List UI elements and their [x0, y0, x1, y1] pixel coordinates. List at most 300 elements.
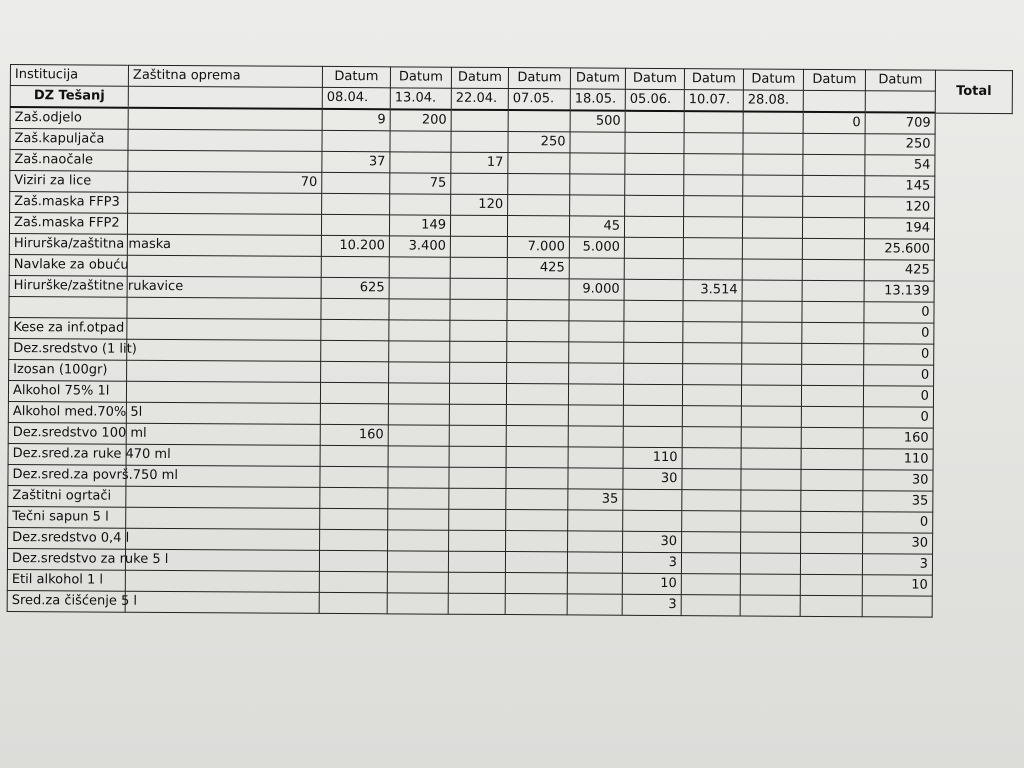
- value-cell: [505, 552, 567, 573]
- value-cell: 30: [623, 468, 682, 489]
- total-cell: [862, 596, 932, 617]
- value-cell: [742, 217, 802, 238]
- total-cell: 0: [863, 386, 933, 407]
- value-cell: [801, 385, 863, 406]
- value-cell: [567, 552, 622, 573]
- value-cell: [388, 530, 449, 551]
- value-cell: [320, 508, 388, 529]
- value-cell: [801, 490, 863, 511]
- value-cell: [322, 193, 390, 214]
- total-cell: 10: [862, 575, 932, 596]
- value-cell: [506, 426, 568, 447]
- value-cell: [624, 216, 683, 237]
- value-cell: [450, 362, 507, 383]
- datum-header: Datum: [803, 69, 865, 90]
- value-cell: [742, 259, 802, 280]
- value-cell: [683, 259, 742, 280]
- value-cell: 75: [390, 173, 451, 194]
- value-cell: [800, 574, 862, 595]
- value-cell: [320, 466, 388, 487]
- total-cell: 194: [864, 218, 934, 239]
- value-cell: [570, 132, 625, 153]
- value-cell: [570, 153, 625, 174]
- value-cell: [800, 553, 862, 574]
- value-cell: [390, 194, 451, 215]
- value-cell: [450, 278, 507, 299]
- value-cell: [743, 133, 803, 154]
- value-cell: [569, 342, 624, 363]
- value-cell: [388, 509, 449, 530]
- value-cell: [683, 238, 742, 259]
- item-name: Etil alkohol 1 l: [7, 569, 125, 591]
- value-cell: [568, 531, 623, 552]
- value-cell: [741, 469, 801, 490]
- datum-header: Datum: [625, 68, 684, 89]
- datum-header: Datum: [322, 66, 390, 87]
- value-cell: [389, 362, 450, 383]
- value-cell: [623, 426, 682, 447]
- item-name: Tečni sapun 5 l: [8, 506, 126, 528]
- item-name: [9, 296, 127, 318]
- date-cell: 22.04.: [451, 88, 508, 110]
- value-cell: [322, 172, 390, 193]
- date-cell: 07.05.: [508, 89, 570, 111]
- equipment-header-blank: [128, 86, 322, 109]
- total-cell: 25.600: [864, 239, 934, 260]
- value-cell: [682, 490, 741, 511]
- value-cell: [682, 448, 741, 469]
- total-cell: 110: [863, 449, 933, 470]
- value-cell: 425: [507, 258, 569, 279]
- value-cell: [682, 469, 741, 490]
- value-cell: [682, 427, 741, 448]
- total-cell: 0: [864, 365, 934, 386]
- item-name: Dez.sredstvo 100 ml: [8, 422, 126, 444]
- value-cell: [450, 236, 507, 257]
- value-cell: [389, 257, 450, 278]
- date-cell: 13.04.: [390, 88, 451, 110]
- value-cell: [623, 384, 682, 405]
- value-cell: [683, 217, 742, 238]
- value-cell: [569, 258, 624, 279]
- value-cell: [125, 570, 319, 592]
- value-cell: [741, 385, 801, 406]
- value-cell: [127, 255, 321, 277]
- value-cell: [741, 406, 801, 427]
- value-cell: [450, 215, 507, 236]
- item-name: Zaš.maska FFP2: [9, 213, 127, 235]
- datum-header: Datum: [743, 69, 803, 90]
- value-cell: [388, 446, 449, 467]
- value-cell: [683, 322, 742, 343]
- value-cell: [625, 174, 684, 195]
- value-cell: [801, 427, 863, 448]
- value-cell: [802, 343, 864, 364]
- value-cell: 70: [128, 171, 322, 193]
- value-cell: [802, 259, 864, 280]
- value-cell: [321, 214, 389, 235]
- item-name: Zaš.odjelo: [10, 107, 128, 129]
- value-cell: [569, 363, 624, 384]
- value-cell: [321, 298, 389, 319]
- item-name: Zaštitni ogrtači: [8, 485, 126, 507]
- value-cell: [743, 154, 803, 175]
- value-cell: [127, 339, 321, 361]
- value-cell: [741, 532, 801, 553]
- total-cell: 709: [865, 112, 935, 134]
- item-name: Dez.sredstvo za ruke 5 l: [7, 548, 125, 570]
- total-cell: 0: [864, 344, 934, 365]
- value-cell: [801, 511, 863, 532]
- value-cell: [507, 321, 569, 342]
- value-cell: [449, 530, 506, 551]
- value-cell: [802, 322, 864, 343]
- value-cell: [682, 532, 741, 553]
- value-cell: [568, 426, 623, 447]
- item-name: Navlake za obuću: [9, 254, 127, 276]
- item-name: Kese za inf.otpad: [9, 317, 127, 339]
- value-cell: [321, 340, 389, 361]
- value-cell: [800, 595, 862, 616]
- equipment-header: Zaštitna oprema: [128, 65, 322, 87]
- value-cell: [506, 510, 568, 531]
- total-cell: 3: [862, 554, 932, 575]
- value-cell: [623, 510, 682, 531]
- value-cell: [389, 278, 450, 299]
- value-cell: [683, 364, 742, 385]
- value-cell: [683, 343, 742, 364]
- value-cell: [568, 384, 623, 405]
- value-cell: [388, 488, 449, 509]
- item-name: Alkohol med.70% 5l: [8, 401, 126, 423]
- value-cell: [319, 550, 387, 571]
- value-cell: [389, 299, 450, 320]
- value-cell: [803, 133, 865, 154]
- value-cell: [126, 507, 320, 529]
- value-cell: 35: [568, 489, 623, 510]
- value-cell: [128, 192, 322, 214]
- value-cell: [802, 238, 864, 259]
- value-cell: [387, 551, 448, 572]
- value-cell: [388, 467, 449, 488]
- item-name: Dez.sred.za površ.750 ml: [8, 464, 126, 486]
- value-cell: [742, 238, 802, 259]
- value-cell: [682, 406, 741, 427]
- value-cell: [682, 385, 741, 406]
- value-cell: [625, 153, 684, 174]
- value-cell: [126, 528, 320, 550]
- value-cell: [387, 572, 448, 593]
- value-cell: [320, 487, 388, 508]
- datum-header: Datum: [570, 68, 625, 89]
- value-cell: [451, 110, 508, 132]
- value-cell: [448, 572, 505, 593]
- value-cell: [390, 152, 451, 173]
- value-cell: [126, 402, 320, 424]
- value-cell: [624, 279, 683, 300]
- value-cell: [625, 111, 684, 133]
- value-cell: [568, 510, 623, 531]
- value-cell: [390, 131, 451, 152]
- value-cell: 149: [389, 215, 450, 236]
- item-name: Dez.sredstvo (1 lit): [9, 338, 127, 360]
- date-cell: 08.04.: [322, 87, 390, 109]
- value-cell: [742, 280, 802, 301]
- value-cell: [742, 364, 802, 385]
- datum-header: Datum: [451, 67, 508, 88]
- value-cell: [568, 405, 623, 426]
- value-cell: [507, 216, 569, 237]
- value-cell: [449, 425, 506, 446]
- value-cell: 200: [390, 109, 451, 131]
- date-cell: 18.05.: [570, 89, 625, 111]
- value-cell: [449, 446, 506, 467]
- value-cell: [567, 594, 622, 615]
- item-name: Zaš.naočale: [10, 150, 128, 172]
- value-cell: [570, 195, 625, 216]
- value-cell: [684, 111, 743, 133]
- value-cell: [388, 383, 449, 404]
- value-cell: 3.514: [683, 280, 742, 301]
- value-cell: 17: [451, 152, 508, 173]
- value-cell: [321, 319, 389, 340]
- institution-name: DZ Tešanj: [10, 86, 128, 108]
- value-cell: [505, 573, 567, 594]
- value-cell: [801, 406, 863, 427]
- value-cell: [450, 320, 507, 341]
- value-cell: [322, 130, 390, 151]
- value-cell: [506, 384, 568, 405]
- value-cell: [802, 301, 864, 322]
- total-cell: 250: [865, 134, 935, 155]
- value-cell: [741, 448, 801, 469]
- value-cell: [740, 553, 800, 574]
- date-cell: [865, 91, 935, 113]
- total-cell: 54: [865, 155, 935, 176]
- value-cell: [681, 595, 740, 616]
- value-cell: 10.200: [321, 235, 389, 256]
- value-cell: [625, 132, 684, 153]
- date-cell: 28.08.: [743, 90, 803, 112]
- value-cell: [127, 297, 321, 319]
- value-cell: [625, 195, 684, 216]
- value-cell: [802, 364, 864, 385]
- value-cell: [741, 511, 801, 532]
- value-cell: [128, 129, 322, 151]
- item-name: Zaš.maska FFP3: [10, 192, 128, 214]
- value-cell: 250: [508, 132, 570, 153]
- value-cell: [803, 154, 865, 175]
- item-name: Sred.za čišćenje 5 l: [7, 590, 125, 612]
- total-cell: 30: [863, 470, 933, 491]
- value-cell: 37: [322, 151, 390, 172]
- value-cell: [321, 256, 389, 277]
- value-cell: [624, 300, 683, 321]
- value-cell: [127, 213, 321, 235]
- value-cell: [128, 150, 322, 172]
- value-cell: [568, 468, 623, 489]
- value-cell: 10: [622, 573, 681, 594]
- total-cell: 160: [863, 428, 933, 449]
- value-cell: [803, 175, 865, 196]
- value-cell: [740, 574, 800, 595]
- value-cell: [681, 574, 740, 595]
- value-cell: [569, 300, 624, 321]
- total-cell: 13.139: [864, 281, 934, 302]
- value-cell: [320, 403, 388, 424]
- total-cell: 0: [863, 407, 933, 428]
- value-cell: [507, 342, 569, 363]
- value-cell: [320, 382, 388, 403]
- value-cell: 9.000: [569, 279, 624, 300]
- value-cell: [450, 341, 507, 362]
- value-cell: [389, 320, 450, 341]
- value-cell: [507, 300, 569, 321]
- value-cell: [450, 257, 507, 278]
- value-cell: [740, 595, 800, 616]
- value-cell: [743, 175, 803, 196]
- value-cell: [802, 217, 864, 238]
- value-cell: [624, 342, 683, 363]
- date-cell: 10.07.: [684, 90, 743, 112]
- value-cell: [624, 321, 683, 342]
- value-cell: [449, 404, 506, 425]
- value-cell: [624, 237, 683, 258]
- value-cell: [448, 593, 505, 614]
- item-name: Dez.sred.za ruke 470 ml: [8, 443, 126, 465]
- value-cell: [449, 383, 506, 404]
- item-name: Alkohol 75% 1l: [8, 380, 126, 402]
- value-cell: [684, 196, 743, 217]
- value-cell: [801, 532, 863, 553]
- datum-header: Datum: [865, 70, 935, 91]
- value-cell: 5.000: [569, 237, 624, 258]
- value-cell: [449, 509, 506, 530]
- value-cell: [684, 175, 743, 196]
- datum-header: Datum: [684, 69, 743, 90]
- value-cell: [448, 551, 505, 572]
- value-cell: [742, 301, 802, 322]
- value-cell: 45: [569, 216, 624, 237]
- value-cell: [801, 448, 863, 469]
- value-cell: 625: [321, 277, 389, 298]
- total-cell: 0: [864, 323, 934, 344]
- value-cell: [683, 301, 742, 322]
- value-cell: [319, 592, 387, 613]
- value-cell: 3.400: [389, 236, 450, 257]
- value-cell: [128, 108, 322, 131]
- value-cell: [567, 573, 622, 594]
- item-name: Hirurške/zaštitne rukavice: [9, 275, 127, 297]
- value-cell: [684, 154, 743, 175]
- item-name: Hirurška/zaštitna maska: [9, 233, 127, 255]
- value-cell: [506, 531, 568, 552]
- value-cell: [320, 445, 388, 466]
- value-cell: [801, 469, 863, 490]
- value-cell: 500: [570, 110, 625, 132]
- value-cell: [388, 425, 449, 446]
- value-cell: [570, 174, 625, 195]
- value-cell: [802, 280, 864, 301]
- total-header: Total: [935, 70, 1012, 113]
- value-cell: [684, 133, 743, 154]
- value-cell: 110: [623, 447, 682, 468]
- value-cell: [127, 318, 321, 340]
- value-cell: 160: [320, 424, 388, 445]
- item-name: Viziri za lice: [10, 171, 128, 193]
- value-cell: [508, 195, 570, 216]
- datum-header: Datum: [508, 68, 570, 89]
- value-cell: [127, 360, 321, 382]
- value-cell: [508, 153, 570, 174]
- value-cell: [451, 131, 508, 152]
- value-cell: 9: [322, 109, 390, 131]
- date-cell: 05.06.: [625, 89, 684, 111]
- total-cell: 0: [864, 302, 934, 323]
- value-cell: [319, 571, 387, 592]
- value-cell: [449, 488, 506, 509]
- value-cell: 120: [451, 194, 508, 215]
- value-cell: [624, 363, 683, 384]
- value-cell: [506, 447, 568, 468]
- value-cell: [389, 341, 450, 362]
- value-cell: [449, 467, 506, 488]
- value-cell: [506, 405, 568, 426]
- value-cell: 30: [623, 531, 682, 552]
- date-cell: [803, 90, 865, 112]
- total-cell: 35: [863, 491, 933, 512]
- value-cell: [743, 111, 803, 133]
- value-cell: [742, 322, 802, 343]
- value-cell: [126, 423, 320, 445]
- total-cell: 425: [864, 260, 934, 281]
- value-cell: [320, 529, 388, 550]
- value-cell: [682, 511, 741, 532]
- value-cell: [507, 363, 569, 384]
- value-cell: [387, 593, 448, 614]
- total-cell: 120: [865, 197, 935, 218]
- value-cell: [568, 447, 623, 468]
- item-name: Izosan (100gr): [9, 359, 127, 381]
- value-cell: [623, 405, 682, 426]
- value-cell: [742, 343, 802, 364]
- total-cell: 0: [863, 512, 933, 533]
- value-cell: [507, 279, 569, 300]
- value-cell: [125, 591, 319, 613]
- item-name: Dez.sredstvo 0,4 l: [8, 527, 126, 549]
- datum-header: Datum: [390, 67, 451, 88]
- value-cell: [126, 486, 320, 508]
- value-cell: [741, 490, 801, 511]
- value-cell: [681, 553, 740, 574]
- value-cell: 3: [622, 552, 681, 573]
- total-cell: 30: [863, 533, 933, 554]
- equipment-table: [7, 64, 1013, 618]
- total-cell: 145: [865, 176, 935, 197]
- value-cell: [506, 489, 568, 510]
- value-cell: [741, 427, 801, 448]
- value-cell: [451, 173, 508, 194]
- value-cell: [508, 110, 570, 132]
- value-cell: [803, 196, 865, 217]
- institution-header: Institucija: [10, 65, 128, 87]
- value-cell: [126, 381, 320, 403]
- value-cell: 0: [803, 112, 865, 134]
- value-cell: [505, 594, 567, 615]
- value-cell: [624, 258, 683, 279]
- value-cell: 3: [622, 594, 681, 615]
- item-name: Zaš.kapuljača: [10, 129, 128, 151]
